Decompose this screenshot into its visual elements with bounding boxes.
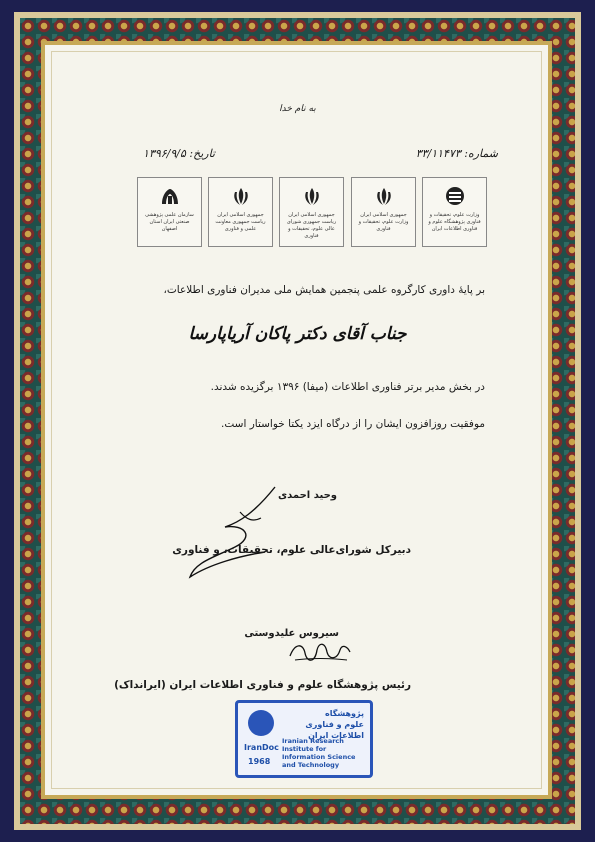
stamp-fa-line-1: پژوهشگاه: [324, 709, 364, 718]
signatory-1-title: دبیرکل شورای‌عالی علوم، تحقیقات، و فناوری: [172, 544, 411, 556]
signatory-2-title: رئیس پژوهشگاه علوم و فناوری اطلاعات ایران (ایرانداک): [114, 679, 411, 691]
vice-presidency-logo: [208, 177, 273, 247]
stamp-brand: IranDoc: [244, 743, 279, 752]
institute-emblem-icon: [160, 186, 180, 208]
basmala-heading: به نام خدا: [279, 104, 316, 114]
wishes-line: موفقیت روزافزون ایشان را از درگاه ایزد یکتا خواستار است.: [221, 418, 485, 430]
signature-2: [285, 638, 355, 668]
intro-line: بر پایهٔ داوری کارگروه علمی پنجمین همایش ملی مدیران فناوری اطلاعات،: [163, 284, 485, 296]
ministry-science-logo: [351, 177, 416, 247]
award-line: در بخش مدیر برتر فناوری اطلاعات (میفا) ۱۳۹۶ برگزیده شدند.: [210, 381, 485, 393]
globe-icon: [248, 710, 274, 736]
stamp-english-text: Iranian Research Institute for Information Science and Technology: [282, 737, 356, 769]
stamp-year: 1968: [248, 757, 271, 766]
logo-caption: جمهوری اسلامی ایران وزارت علوم، تحقیقات و فناوری: [358, 212, 409, 232]
logo-caption: سازمان علمی پژوهشی صنعتی ایران استان اصفهان: [145, 212, 194, 232]
irandoc-stamp: [235, 700, 373, 778]
supreme-council-logo: [279, 177, 344, 247]
logo-caption: وزارت علوم، تحقیقات و فناوری پژوهشگاه علوم و فناوری اطلاعات ایران: [428, 212, 481, 232]
signatory-1-name: وحید احمدی: [277, 490, 337, 501]
irandoc-logo: [422, 177, 487, 247]
signature-1: [185, 482, 295, 582]
stamp-fa-line-2: علوم و فناوری اطلاعات ایران: [305, 720, 364, 740]
irandoc-emblem-icon: [445, 186, 465, 208]
iran-emblem-icon: [302, 186, 322, 208]
logo-caption: جمهوری اسلامی ایران ریاست جمهوری معاونت علمی و فناوری: [215, 212, 266, 232]
issue-date: تاریخ: ۱۳۹۶/۹/۵: [143, 147, 215, 160]
iran-emblem-icon: [374, 186, 394, 208]
signatory-2-name: سیروس علیدوستی: [244, 628, 339, 639]
recipient-name: جناب آقای دکتر پاکان آریاپارسا: [188, 324, 407, 344]
iran-emblem-icon: [231, 186, 251, 208]
reference-number: شماره: ۳۳/۱۱۴۷۳: [415, 147, 498, 160]
isfahan-institute-logo: [137, 177, 202, 247]
logo-caption: جمهوری اسلامی ایران ریاست جمهوری شورای عالی علوم، تحقیقات و فناوری: [286, 212, 337, 239]
